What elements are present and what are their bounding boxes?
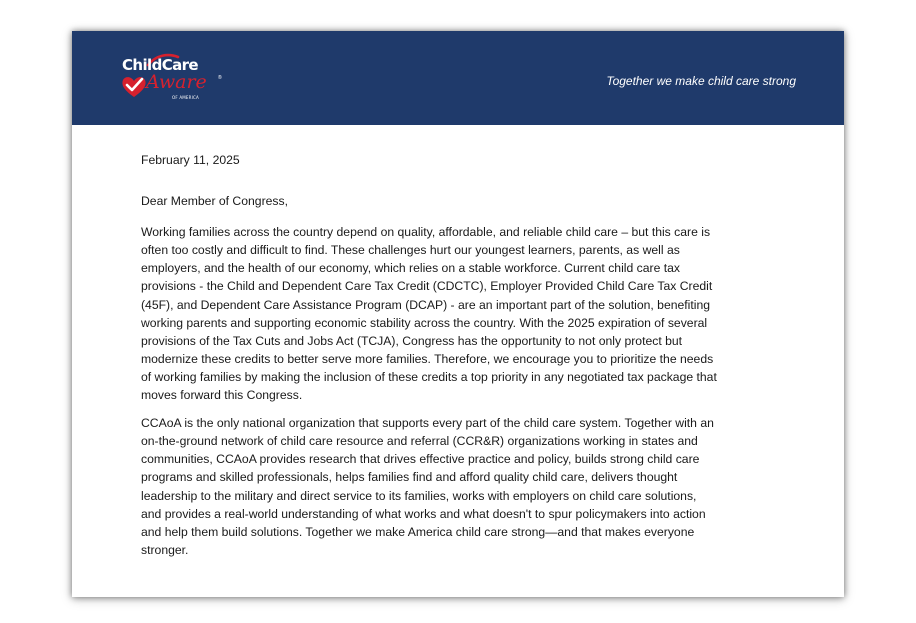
letter-paragraph-2	[141, 414, 791, 559]
paragraph-line: employers, and the health of our economy, which relies on a stable workforce. Current child care tax	[141, 261, 680, 276]
paragraph-line: stronger.	[141, 542, 189, 557]
letter-body	[141, 151, 791, 569]
child-care-aware-logo	[120, 53, 220, 109]
logo-word-childcare: ChildCare	[122, 56, 199, 74]
paragraph-line: communities, CCAoA provides research that drives effective practice and policy, builds strong child care	[141, 452, 700, 467]
paragraph-line: CCAoA is the only national organization that supports every part of the child care system. Together with an	[141, 416, 714, 431]
letter-salutation: Dear Member of Congress,	[141, 194, 288, 209]
logo-word-aware: Aware	[146, 71, 207, 93]
letter-date: February 11, 2025	[141, 153, 240, 167]
paragraph-line: moves forward this Congress.	[141, 388, 303, 403]
paragraph-line: (45F), and Dependent Care Assistance Program (DCAP) - are an important part of the solution, benefiting	[141, 297, 711, 312]
paragraph-line: working parents and supporting economic stability across the country. With the 2025 expiration of several	[141, 315, 708, 330]
letter-paragraph-1	[141, 223, 791, 404]
paragraph-line: programs and skilled professionals, helps families find and afford quality child care, delivers thought	[141, 470, 678, 485]
letterhead-tagline: Together we make child care strong	[606, 74, 796, 88]
paragraph-line: and provides a real-world understanding of what works and what doesn't to spur policymakers into action	[141, 506, 706, 521]
heart-check-icon	[120, 73, 148, 101]
letter-page	[72, 31, 844, 597]
letterhead-banner	[72, 31, 844, 125]
paragraph-line: modernize these credits to better serve more families. Therefore, we encourage you to prioritize the needs	[141, 351, 714, 366]
paragraph-line: on-the-ground network of child care resource and referral (CCR&R) organizations working in states and	[141, 434, 698, 449]
paragraph-line: provisions - the Child and Dependent Care Tax Credit (CDCTC), Employer Provided Child Care Tax Credit	[141, 279, 713, 294]
paragraph-line: often too costly and difficult to find. These challenges hurt our youngest learners, parents, as well as	[141, 243, 680, 258]
paragraph-line: and help them build solutions. Together we make America child care strong—and that makes everyone	[141, 524, 695, 539]
paragraph-line: Working families across the country depend on quality, affordable, and reliable child care – but this care is	[141, 225, 711, 240]
logo-word-of-america: OF AMERICA	[172, 95, 199, 100]
logo-registered-mark: ®	[218, 75, 222, 81]
paragraph-line: of working families by making the inclusion of these credits a top priority in any negotiated tax package that	[141, 369, 717, 384]
paragraph-line: leadership to the military and direct service to its families, works with employers on child care solutions,	[141, 488, 697, 503]
paragraph-line: provisions of the Tax Cuts and Jobs Act (TCJA), Congress has the opportunity to not only protect but	[141, 333, 683, 348]
